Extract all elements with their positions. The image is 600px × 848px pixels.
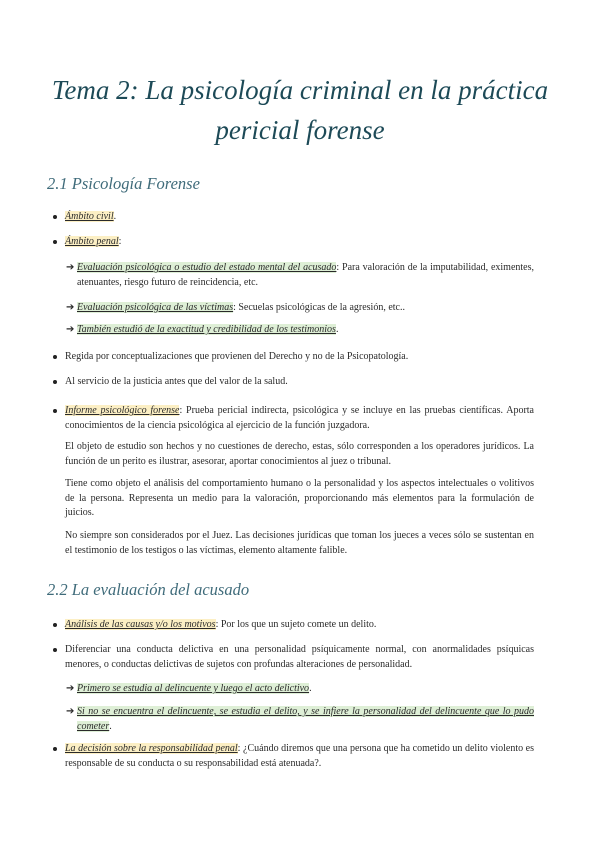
list-item-text: . <box>109 720 112 732</box>
highlighted-term: Informe psicológico forense <box>65 405 180 416</box>
list-item-text: Al servicio de la justicia antes que del valor de la salud. <box>65 376 288 387</box>
list-item <box>65 375 534 390</box>
arrow-icon: ➔ <box>66 302 75 313</box>
page-title: Tema 2: La psicología criminal en la práctica pericial forense <box>51 75 549 145</box>
list-item <box>65 742 534 771</box>
highlighted-term: También estudió de la exactitud y credibilidad de los testimonios <box>77 324 336 335</box>
paragraph: El objeto de estudio son hechos y no cuestiones de derecho, estas, sólo corresponden a los operadores jurídicos. La función de un perito es ilustrar, asesorar, aportar conocimientos al juez o tribunal. <box>65 441 534 467</box>
highlighted-term: Si no se encuentra el delincuente, se estudia el delito, y se infiere la personalidad del delincuente que lo pudo cometer <box>77 706 534 732</box>
highlighted-term: Evaluación psicológica o estudio del estado mental del acusado <box>77 262 337 273</box>
list-item-text: . <box>309 683 312 694</box>
highlighted-term: La decisión sobre la responsabilidad penal <box>65 743 238 754</box>
sub-list-item <box>66 705 534 734</box>
arrow-icon: ➔ <box>66 324 75 335</box>
highlighted-term: Análisis de las causas y/o los motivos <box>65 619 216 630</box>
arrow-icon: ➔ <box>66 706 75 717</box>
list-item-text: : Para valoración de la imputabilidad, eximentes, atenuantes, riesgo futuro de reincidencia, etc. <box>77 262 535 288</box>
sub-list-item <box>66 323 534 338</box>
arrow-icon: ➔ <box>66 683 75 694</box>
list-item-text: Regida por conceptualizaciones que provienen del Derecho y no de la Psicopatología. <box>65 351 409 362</box>
arrow-icon: ➔ <box>66 262 75 273</box>
highlighted-term: Ámbito civil <box>65 211 114 222</box>
list-item <box>65 618 534 633</box>
list-item <box>65 643 534 672</box>
sub-list-item <box>66 301 534 316</box>
sub-list-item <box>66 682 534 697</box>
list-item-text: . <box>113 211 117 222</box>
paragraph: No siempre son considerados por el Juez. Las decisiones jurídicas que toman los jueces a veces sólo se sustentan en el testimonio de los testigos o las víctimas, elemento altamente falible. <box>65 530 534 556</box>
list-item-text: : ¿Cuándo diremos que una persona que ha cometido un delito violento es responsable de su conducta o su responsabilidad está atenuada?. <box>65 743 535 769</box>
section-heading-psicologia-forense: 2.1 Psicología Forense <box>47 174 200 193</box>
highlighted-term: Primero se estudia al delincuente y luego el acto delictivo <box>77 683 310 694</box>
list-item <box>65 404 534 433</box>
sub-list-item <box>66 261 535 290</box>
list-item-text: : Secuelas psicológicas de la agresión, etc.. <box>233 302 405 313</box>
list-item-text: : <box>118 236 122 247</box>
list-item-text: : Prueba pericial indirecta, psicológica y se incluye en las pruebas científicas. Aporta conocimientos de la ciencia psicológica al ejercicio de la función juzgadora. <box>65 405 534 431</box>
list-item <box>65 350 534 365</box>
highlighted-term: Ámbito penal <box>65 236 119 247</box>
list-item-text: Diferenciar una conducta delictiva en una personalidad psíquicamente normal, con anormalidades psíquicas menores, o conductas delictivas de sujetos con profundas alteraciones de personalidad. <box>65 644 534 670</box>
list-item-text: : Por los que un sujeto comete un delito. <box>215 619 377 630</box>
list-item-text: . <box>335 324 339 335</box>
list-item <box>65 235 534 250</box>
section-heading-evaluacion-acusado: 2.2 La evaluación del acusado <box>47 580 250 599</box>
highlighted-term: Evaluación psicológica de las víctimas <box>77 302 234 313</box>
list-item <box>65 210 534 225</box>
paragraph: Tiene como objeto el análisis del comportamiento humano o la personalidad y los aspectos intelectuales o volitivos de la persona. Representa un medio para la valoración, proporcionando más elementos para la formulación de juicios. <box>65 478 534 518</box>
